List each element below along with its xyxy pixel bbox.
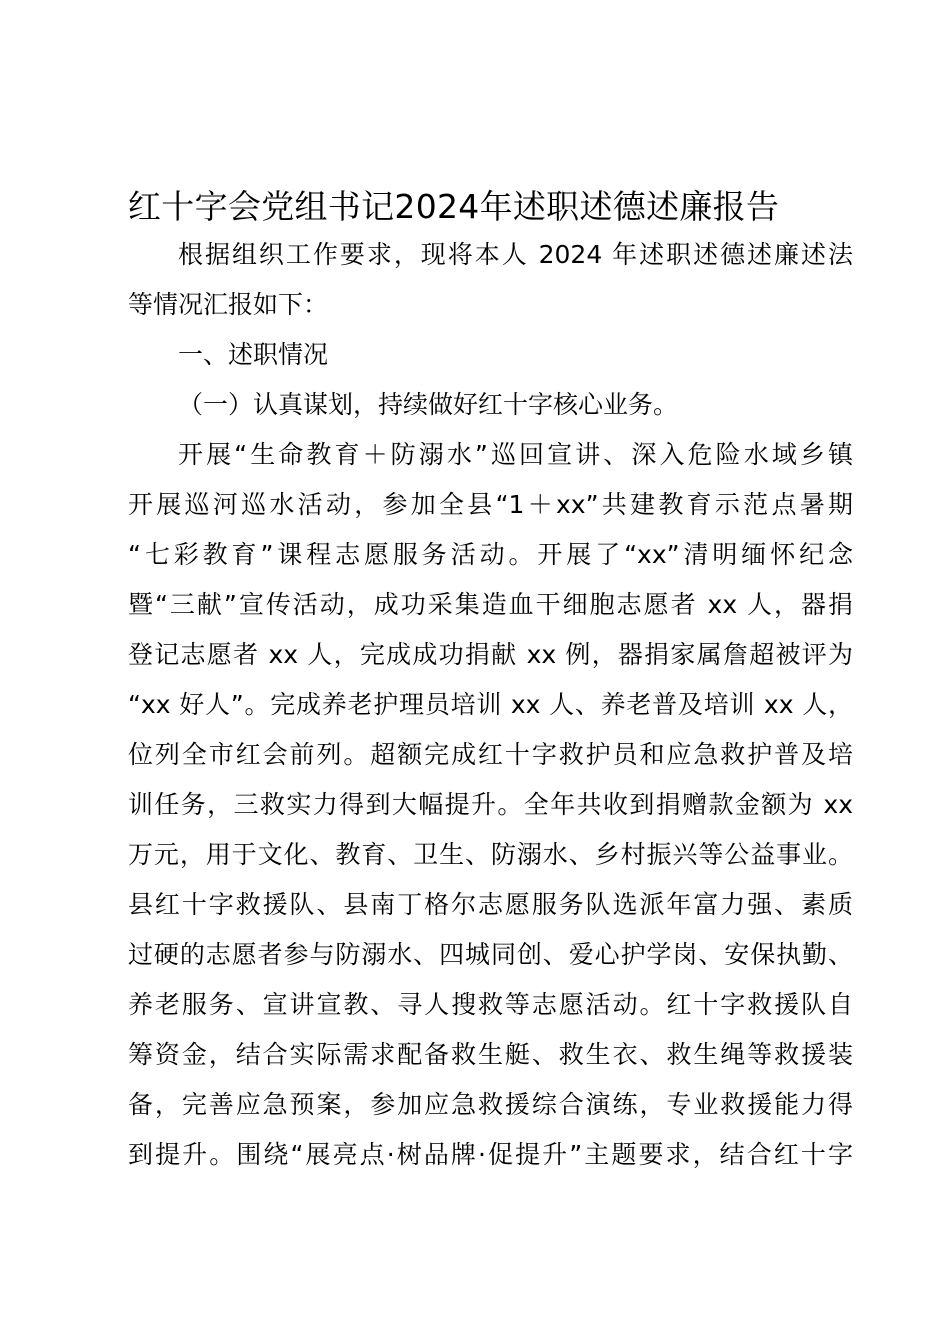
body-line: 县红十字救援队、县南丁格尔志愿服务队选派年富力强、素质 bbox=[128, 890, 853, 919]
body-line: 备，完善应急预案，参加应急救援综合演练，专业救援能力得 bbox=[128, 1090, 853, 1119]
body-line: “xx 好人”。完成养老护理员培训 xx 人、养老普及培训 xx 人， bbox=[128, 690, 853, 719]
body-line: 训任务，三救实力得到大幅提升。全年共收到捐赠款金额为 xx bbox=[128, 790, 853, 819]
subsection-heading: （一）认真谋划，持续做好红十字核心业务。 bbox=[178, 390, 679, 419]
body-line: 到提升。围绕“展亮点·树品牌·促提升”主题要求，结合红十字 bbox=[128, 1140, 853, 1169]
body-line: 开展巡河巡水活动，参加全县“1＋xx”共建教育示范点暑期 bbox=[128, 490, 853, 519]
intro-line-2: 等情况汇报如下： bbox=[128, 290, 329, 319]
body-line: 开展“生命教育＋防溺水”巡回宣讲、深入危险水域乡镇 bbox=[178, 440, 853, 469]
body-line: 过硬的志愿者参与防溺水、四城同创、爱心护学岗、安保执勤、 bbox=[128, 940, 853, 969]
body-line: 登记志愿者 xx 人，完成成功捐献 xx 例，器捐家属詹超被评为 bbox=[128, 640, 853, 669]
body-line: “七彩教育”课程志愿服务活动。开展了“xx”清明缅怀纪念 bbox=[128, 540, 853, 569]
body-line: 位列全市红会前列。超额完成红十字救护员和应急救护普及培 bbox=[128, 740, 853, 769]
body-line: 暨“三献”宣传活动，成功采集造血干细胞志愿者 xx 人，器捐 bbox=[128, 590, 853, 619]
intro-line-1: 根据组织工作要求，现将本人 2024 年述职述德述廉述法 bbox=[178, 240, 853, 269]
body-line: 筹资金，结合实际需求配备救生艇、救生衣、救生绳等救援装 bbox=[128, 1040, 853, 1069]
body-line: 养老服务、宣讲宣教、寻人搜救等志愿活动。红十字救援队自 bbox=[128, 990, 853, 1019]
body-line: 万元，用于文化、教育、卫生、防溺水、乡村振兴等公益事业。 bbox=[128, 840, 853, 869]
section-heading: 一、述职情况 bbox=[178, 340, 329, 369]
document-title: 红十字会党组书记2024年述职述德述廉报告 bbox=[128, 187, 780, 226]
